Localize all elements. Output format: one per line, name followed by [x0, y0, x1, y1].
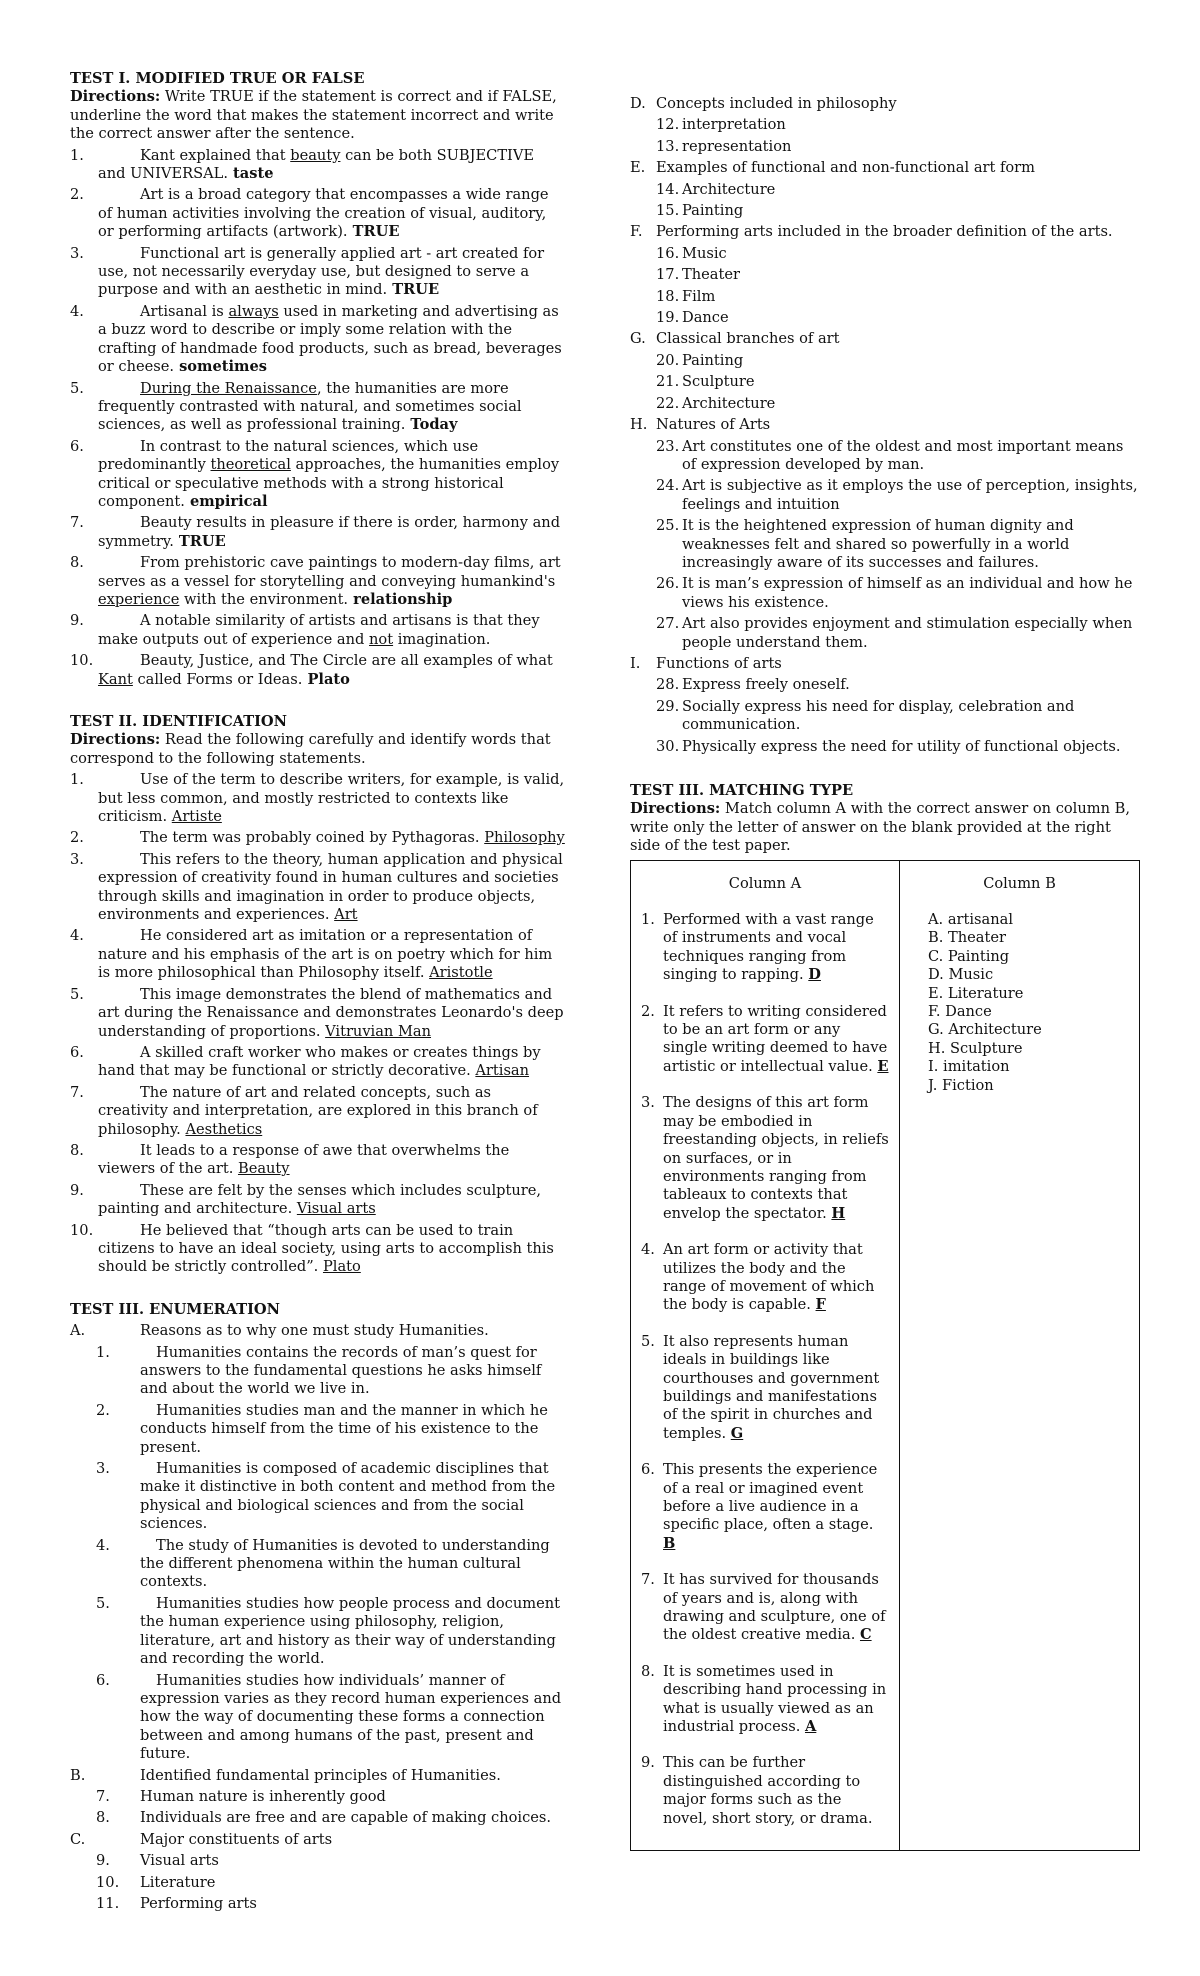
group-letter: C.	[70, 1830, 86, 1848]
matching-table	[630, 860, 1140, 1851]
question-item	[70, 927, 565, 982]
match-number: 9.	[641, 1754, 655, 1772]
question-item	[70, 1182, 565, 1219]
item-number: 17.	[656, 266, 680, 284]
enum-group	[70, 1767, 565, 1785]
item-text: Painting	[682, 351, 744, 369]
group-title: Reasons as to why one must study Humanities.	[140, 1322, 489, 1340]
answer: Artisan	[475, 1062, 530, 1080]
question-number: 8.	[70, 554, 84, 572]
question-text: Artisanal is always used in marketing and advertising as a buzz word to describe or imply some relation with the crafting of handmade food products, such as bread, beverages or cheese. sometimes	[98, 302, 562, 376]
enum-group	[70, 1831, 565, 1849]
item-number: 7.	[96, 1787, 110, 1805]
group-letter: G.	[630, 330, 646, 348]
item-text: It is the heightened expression of human dignity and weaknesses felt and shared so powerfully in a world increasingly aware of its successes and failures.	[682, 517, 1074, 571]
question-item	[70, 829, 565, 847]
test3-match-directions	[630, 800, 1140, 855]
underlined-word: experience	[98, 590, 180, 608]
test1-list	[70, 147, 565, 689]
match-answer: H	[831, 1204, 846, 1222]
item-number: 2.	[96, 1401, 110, 1419]
underlined-word: Kant	[98, 670, 133, 688]
group-letter: D.	[630, 95, 646, 112]
enum-item	[630, 738, 1140, 756]
question-number: 6.	[70, 437, 84, 455]
question-text: The term was probably coined by Pythagoras. Philosophy	[140, 829, 565, 847]
question-item	[70, 1044, 565, 1081]
item-text: Architecture	[682, 394, 776, 412]
question-number: 10.	[70, 1221, 94, 1239]
item-text: Socially express his need for display, celebration and communication.	[682, 697, 1075, 734]
enum-item	[630, 477, 1140, 514]
item-text: Humanities is composed of academic disciplines that make it distinctive in both content and method from the physical and biological sciences and from the social sciences.	[140, 1460, 556, 1533]
enum-item	[630, 266, 1140, 284]
match-option: B. Theater	[928, 929, 1006, 947]
question-number: 6.	[70, 1043, 84, 1061]
match-option: H. Sculpture	[928, 1039, 1023, 1057]
question-text: This image demonstrates the blend of mathematics and art during the Renaissance and demonstrates Leonardo's deep understanding of proportions. Vitruvian Man	[98, 985, 564, 1040]
directions-label: Directions:	[630, 800, 721, 818]
enum-group	[630, 159, 1140, 177]
item-text: Humanities contains the records of man’s quest for answers to the fundamental questions he asks himself and about the world we live in.	[140, 1343, 542, 1398]
question-number: 3.	[70, 244, 84, 262]
item-text: Physically express the need for utility of functional objects.	[682, 737, 1121, 755]
answer: TRUE	[387, 281, 440, 299]
match-answer: F	[815, 1296, 826, 1314]
question-item	[70, 771, 565, 826]
question-item	[70, 612, 565, 649]
item-text: Humanities studies man and the manner in which he conducts himself from the time of his existence to the present.	[140, 1401, 548, 1456]
match-text: This presents the experience of a real or imagined event before a live audience in a specific place, often a stage. B	[663, 1461, 878, 1552]
question-text: Kant explained that beauty can be both SUBJECTIVE and UNIVERSAL. taste	[98, 146, 535, 183]
directions-text: Match column A with the correct answer on column B, write only the letter of answer on the blank provided at the right side of the test paper.	[630, 800, 1130, 855]
answer: Artiste	[171, 808, 222, 826]
question-text: The nature of art and related concepts, such as creativity and interpretation, are explored in this branch of philosophy. Aesthetics	[98, 1083, 538, 1138]
item-text: Humanities studies how individuals’ manner of expression varies as they record human experiences and how the way of documenting these forms a connection between and among humans of the past, present and future.	[140, 1671, 562, 1763]
directions-text: Write TRUE if the statement is correct and if FALSE, underline the word that makes the statement incorrect and write the correct answer after the sentence.	[70, 88, 557, 143]
test1-directions	[70, 88, 565, 143]
underlined-word: not	[369, 630, 394, 648]
group-letter: E.	[630, 159, 646, 177]
answer: Vitruvian Man	[325, 1022, 432, 1040]
question-item	[70, 514, 565, 551]
question-text: Use of the term to describe writers, for example, is valid, but less common, and mostly restricted to contexts like criticism. Artiste	[98, 771, 565, 826]
match-answer: G	[730, 1424, 744, 1442]
enum-item	[70, 1788, 565, 1806]
group-title: Identified fundamental principles of Humanities.	[140, 1766, 501, 1784]
group-title: Concepts included in philosophy	[656, 95, 897, 112]
answer: Philosophy	[484, 829, 565, 847]
enum-item	[70, 1895, 565, 1913]
match-option: A. artisanal	[928, 911, 1013, 929]
question-item	[70, 380, 565, 435]
answer: Art	[334, 906, 358, 924]
item-number: 12.	[656, 116, 680, 134]
enum-group	[630, 95, 1140, 113]
enum-item	[630, 676, 1140, 694]
match-answer: D	[808, 966, 821, 984]
item-number: 27.	[656, 615, 680, 633]
item-number: 1.	[96, 1343, 110, 1361]
test3-match-title: TEST III. MATCHING TYPE	[630, 782, 854, 799]
match-number: 6.	[641, 1461, 655, 1479]
group-letter: B.	[70, 1766, 86, 1784]
match-text: It refers to writing considered to be an art form or any single writing deemed to have artistic or intellectual value. E	[663, 1002, 889, 1075]
item-text: Literature	[140, 1873, 216, 1891]
match-option: I. imitation	[928, 1058, 1010, 1076]
match-text: Performed with a vast range of instruments and vocal techniques ranging from singing to rapping. D	[663, 911, 874, 984]
match-text: An art form or activity that utilizes the body and the range of movement of which the body is capable. F	[663, 1241, 875, 1314]
question-text: Beauty results in pleasure if there is order, harmony and symmetry. TRUE	[98, 514, 561, 550]
answer: taste	[227, 165, 274, 183]
enum-item	[630, 517, 1140, 572]
item-text: Art is subjective as it employs the use of perception, insights, feelings and intuition	[682, 477, 1138, 513]
item-number: 14.	[656, 180, 680, 198]
item-text: Sculpture	[682, 373, 755, 391]
match-option: E. Literature	[928, 984, 1024, 1002]
group-letter: A.	[70, 1322, 86, 1340]
item-text: Express freely oneself.	[682, 676, 850, 694]
enum-item	[70, 1595, 565, 1669]
item-number: 11.	[96, 1894, 120, 1912]
question-number: 9.	[70, 1181, 84, 1199]
enum-item	[70, 1344, 565, 1399]
answer: Visual arts	[296, 1200, 376, 1218]
enum-item	[630, 116, 1140, 134]
left-column	[70, 70, 565, 1913]
enum-item	[630, 138, 1140, 156]
enum-item	[70, 1874, 565, 1892]
item-text: Humanities studies how people process and document the human experience using philosophy, religion, literature, art and history as their way of understanding and recording the world.	[140, 1594, 560, 1668]
answer: Beauty	[237, 1160, 290, 1178]
item-text: Painting	[682, 202, 744, 220]
match-item	[641, 1663, 889, 1737]
question-text: A notable similarity of artists and artisans is that they make outputs out of experience and not imagination.	[98, 612, 540, 648]
question-text: He believed that “though arts can be used to train citizens to have an ideal society, using arts to accomplish this should be strictly controlled”. Plato	[98, 1221, 554, 1276]
group-title: Performing arts included in the broader definition of the arts.	[656, 223, 1113, 241]
item-text: Film	[682, 287, 716, 305]
question-item	[70, 554, 565, 609]
question-item	[70, 147, 565, 184]
match-item	[641, 1003, 889, 1077]
enum-item	[70, 1809, 565, 1827]
column-b-options	[910, 911, 1129, 1095]
group-letter: H.	[630, 416, 648, 434]
answer: sometimes	[174, 358, 268, 376]
item-text: Visual arts	[140, 1852, 219, 1870]
match-number: 5.	[641, 1332, 655, 1350]
item-number: 6.	[96, 1671, 110, 1689]
item-text: It is man’s expression of himself as an individual and how he views his existence.	[682, 575, 1133, 611]
underlined-word: theoretical	[210, 456, 291, 474]
item-number: 30.	[656, 737, 680, 755]
enum-group	[630, 416, 1140, 434]
group-letter: I.	[630, 654, 641, 672]
match-item	[641, 1241, 889, 1315]
question-text: Art is a broad category that encompasses a wide range of human activities involving the creation of visual, auditory, or performing artifacts (artwork). TRUE	[98, 186, 549, 241]
enumeration-left	[70, 1322, 565, 1913]
item-number: 8.	[96, 1809, 110, 1827]
item-number: 9.	[96, 1852, 110, 1870]
enum-item	[70, 1537, 565, 1592]
match-item	[641, 1461, 889, 1553]
item-text: Human nature is inherently good	[140, 1787, 386, 1805]
directions-label: Directions:	[70, 88, 161, 106]
match-item	[641, 1333, 889, 1443]
item-number: 29.	[656, 697, 680, 715]
item-text: Music	[682, 244, 727, 262]
group-letter: F.	[630, 223, 643, 241]
match-text: This can be further distinguished according to major forms such as the novel, short story, or drama.	[663, 1754, 873, 1827]
enum-item	[630, 575, 1140, 612]
question-text: During the Renaissance, the humanities are more frequently contrasted with natural, and sometimes social sciences, as well as professional training. Today	[98, 379, 522, 434]
item-number: 24.	[656, 477, 680, 495]
underlined-word: beauty	[290, 146, 341, 164]
question-number: 8.	[70, 1141, 84, 1159]
match-option: G. Architecture	[928, 1021, 1042, 1039]
enum-item	[630, 352, 1140, 370]
question-text: He considered art as imitation or a representation of nature and his emphasis of the art is on poetry which for him is more philosophical than Philosophy itself. Aristotle	[98, 927, 553, 982]
test2-list	[70, 771, 565, 1277]
item-number: 18.	[656, 287, 680, 305]
question-text: These are felt by the senses which includes sculpture, painting and architecture. Visual arts	[98, 1181, 542, 1218]
match-option: J. Fiction	[928, 1076, 994, 1094]
match-answer: B	[663, 1534, 676, 1552]
question-number: 5.	[70, 379, 84, 397]
item-number: 23.	[656, 437, 680, 455]
column-a-header: Column A	[728, 874, 802, 892]
answer: TRUE	[173, 532, 226, 550]
match-option: D. Music	[928, 966, 994, 984]
item-number: 10.	[96, 1873, 120, 1891]
item-number: 25.	[656, 517, 680, 535]
question-item	[70, 438, 565, 512]
enum-item	[630, 245, 1140, 263]
question-item	[70, 1084, 565, 1139]
enum-group	[630, 655, 1140, 673]
item-number: 13.	[656, 137, 680, 155]
match-item	[641, 1094, 889, 1223]
question-item	[70, 186, 565, 241]
match-text: It has survived for thousands of years and is, along with drawing and sculpture, one of the oldest creative media. C	[663, 1571, 886, 1644]
answer: Plato	[302, 670, 350, 688]
enum-item	[630, 438, 1140, 475]
question-text: Functional art is generally applied art - art created for use, not necessarily everyday use, but designed to serve a purpose and with an aesthetic in mind. TRUE	[98, 244, 545, 299]
answer: empirical	[184, 492, 268, 510]
answer: relationship	[348, 590, 453, 608]
enum-group	[630, 223, 1140, 241]
item-number: 4.	[96, 1536, 110, 1554]
question-text: This refers to the theory, human application and physical expression of creativity found in human cultures and societies through skills and imagination in order to produce objects, environments and experiences. Art	[98, 850, 563, 924]
item-text: Art also provides enjoyment and stimulation especially when people understand them.	[682, 615, 1133, 651]
column-b-header: Column B	[983, 874, 1056, 892]
item-number: 19.	[656, 309, 680, 327]
item-text: Individuals are free and are capable of making choices.	[140, 1809, 552, 1827]
column-b	[900, 860, 1140, 1850]
match-number: 3.	[641, 1094, 655, 1112]
answer: Aristotle	[429, 964, 493, 982]
item-number: 3.	[96, 1460, 110, 1478]
question-text: Beauty, Justice, and The Circle are all examples of what Kant called Forms or Ideas. Plato	[98, 652, 553, 688]
match-number: 1.	[641, 911, 655, 929]
group-title: Classical branches of art	[656, 330, 840, 348]
directions-label: Directions:	[70, 731, 161, 749]
question-number: 7.	[70, 514, 84, 532]
question-number: 4.	[70, 927, 84, 945]
question-item	[70, 1142, 565, 1179]
item-number: 26.	[656, 575, 680, 593]
column-a	[631, 860, 900, 1850]
match-item	[641, 911, 889, 985]
question-number: 4.	[70, 302, 84, 320]
enum-item	[70, 1672, 565, 1764]
question-number: 9.	[70, 612, 84, 630]
test2-title: TEST II. IDENTIFICATION	[70, 713, 287, 730]
match-option: F. Dance	[928, 1003, 992, 1021]
test1-title: TEST I. MODIFIED TRUE OR FALSE	[70, 70, 365, 87]
match-number: 4.	[641, 1241, 655, 1259]
match-option: C. Painting	[928, 947, 1010, 965]
item-number: 20.	[656, 351, 680, 369]
item-number: 28.	[656, 676, 680, 694]
item-number: 16.	[656, 244, 680, 262]
group-title: Natures of Arts	[656, 416, 771, 434]
item-number: 21.	[656, 373, 680, 391]
item-text: Dance	[682, 309, 729, 327]
group-title: Examples of functional and non-functional art form	[656, 159, 1035, 177]
question-number: 1.	[70, 771, 84, 789]
enum-item	[630, 373, 1140, 391]
question-text: A skilled craft worker who makes or creates things by hand that may be functional or strictly decorative. Artisan	[98, 1043, 541, 1080]
question-text: It leads to a response of awe that overwhelms the viewers of the art. Beauty	[98, 1141, 510, 1178]
test2-directions	[70, 731, 565, 768]
right-column	[630, 92, 1140, 1851]
match-text: It also represents human ideals in buildings like courthouses and government buildings and manifestations of the spirit in churches and temples. G	[663, 1332, 880, 1442]
enum-item	[630, 181, 1140, 199]
column-a-items	[641, 911, 889, 1828]
enum-item	[630, 698, 1140, 735]
item-text: The study of Humanities is devoted to understanding the different phenomena within the human cultural contexts.	[140, 1536, 550, 1591]
question-item	[70, 245, 565, 300]
match-number: 7.	[641, 1571, 655, 1589]
enum-item	[630, 202, 1140, 220]
question-item	[70, 1222, 565, 1277]
question-number: 3.	[70, 850, 84, 868]
question-item	[70, 851, 565, 925]
question-item	[70, 652, 565, 689]
question-text: In contrast to the natural sciences, which use predominantly theoretical approaches, the humanities employ critical or speculative methods with a strong historical component. empirical	[98, 437, 560, 510]
item-number: 22.	[656, 394, 680, 412]
match-answer: E	[877, 1057, 889, 1075]
item-text: representation	[682, 137, 792, 155]
question-number: 2.	[70, 186, 84, 204]
test3-enum-title: TEST III. ENUMERATION	[70, 1300, 280, 1318]
item-text: Architecture	[682, 180, 776, 198]
item-text: Theater	[682, 266, 740, 284]
group-title: Major constituents of arts	[140, 1830, 333, 1848]
enum-item	[630, 288, 1140, 306]
match-text: It is sometimes used in describing hand processing in what is usually viewed as an industrial process. A	[663, 1662, 887, 1736]
match-text: The designs of this art form may be embodied in freestanding objects, in reliefs on surfaces, or in environments ranging from tableaux to contexts that envelop the spectator. H	[663, 1094, 889, 1222]
question-text: From prehistoric cave paintings to modern-day films, art serves as a vessel for storytelling and conveying humankind's experience with the environment. relationship	[98, 554, 561, 608]
item-text: Performing arts	[140, 1894, 257, 1912]
match-item	[641, 1754, 889, 1828]
question-item	[70, 986, 565, 1041]
item-number: 15.	[656, 202, 680, 220]
enum-item	[630, 395, 1140, 413]
question-number: 2.	[70, 829, 84, 847]
match-number: 2.	[641, 1002, 655, 1020]
enum-group	[630, 330, 1140, 348]
enum-item	[630, 309, 1140, 327]
answer: Today	[405, 416, 458, 434]
answer: Aesthetics	[185, 1120, 263, 1138]
enum-item	[630, 615, 1140, 652]
enum-group	[70, 1322, 565, 1340]
question-number: 1.	[70, 146, 84, 164]
enum-item	[70, 1460, 565, 1534]
question-number: 5.	[70, 985, 84, 1003]
match-answer: C	[859, 1626, 872, 1644]
item-text: interpretation	[682, 116, 786, 134]
match-answer: A	[804, 1718, 817, 1736]
enum-item	[70, 1402, 565, 1457]
item-text: Art constitutes one of the oldest and most important means of expression developed by man.	[682, 437, 1124, 473]
answer: Plato	[322, 1258, 361, 1276]
item-number: 5.	[96, 1594, 110, 1612]
match-item	[641, 1571, 889, 1645]
match-number: 8.	[641, 1662, 655, 1680]
underlined-word: always	[228, 302, 279, 320]
question-number: 7.	[70, 1083, 84, 1101]
question-item	[70, 303, 565, 377]
enum-item	[70, 1852, 565, 1870]
group-title: Functions of arts	[656, 654, 782, 672]
question-number: 10.	[70, 652, 94, 670]
answer: TRUE	[347, 223, 400, 241]
underlined-word: During the Renaissance	[140, 379, 317, 397]
directions-text: Read the following carefully and identify words that correspond to the following statements.	[70, 731, 551, 767]
enumeration-right	[630, 95, 1140, 756]
